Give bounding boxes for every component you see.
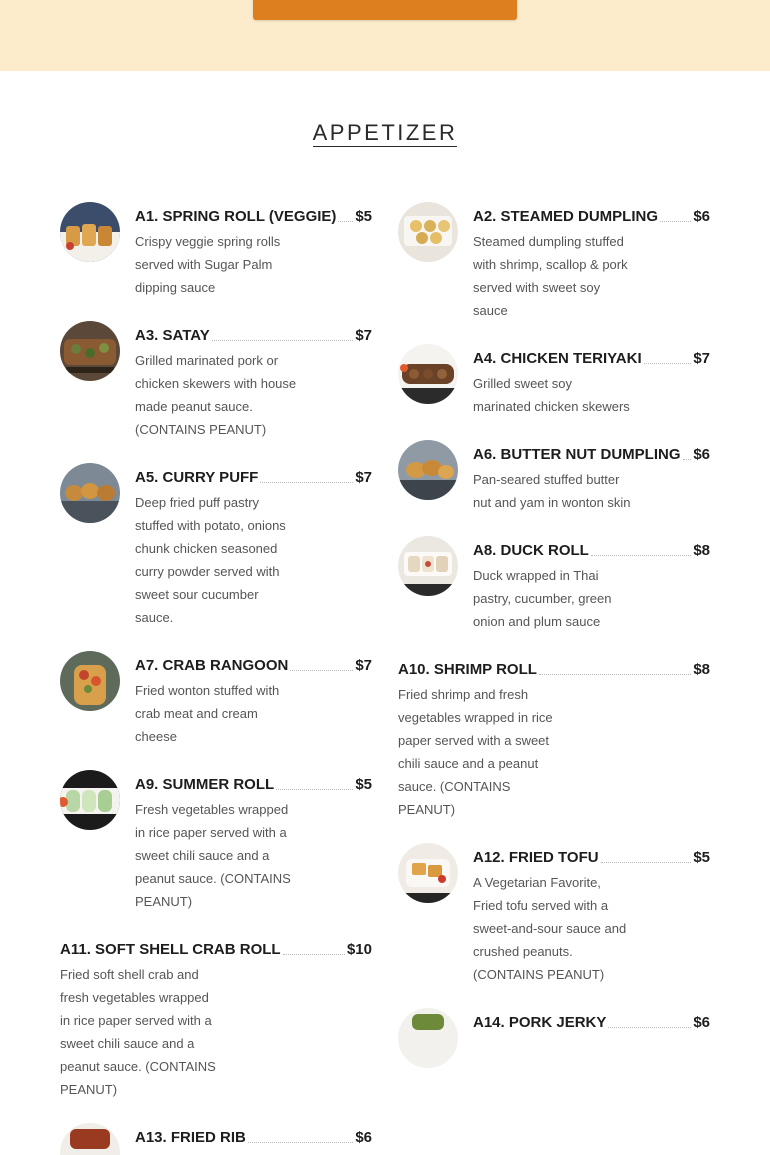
description-line: marinated chicken skewers bbox=[473, 399, 630, 414]
menu-item-body bbox=[473, 202, 710, 322]
menu-item-price: $7 bbox=[355, 657, 372, 674]
dotted-leader bbox=[660, 221, 691, 222]
menu-item-price: $7 bbox=[355, 327, 372, 344]
menu-item[interactable] bbox=[398, 440, 710, 514]
menu-item-body bbox=[135, 463, 372, 629]
description-line: nut and yam in wonton skin bbox=[473, 495, 631, 510]
description-line: paper served with a sweet bbox=[398, 733, 550, 748]
description-line: made peanut sauce. bbox=[135, 399, 253, 414]
menu-item-price: $7 bbox=[693, 350, 710, 367]
menu-item[interactable] bbox=[398, 536, 710, 633]
menu-item-name: A13. FRIED RIB bbox=[135, 1129, 246, 1146]
description-line: dipping sauce bbox=[135, 280, 216, 295]
menu-item-header bbox=[135, 1123, 372, 1147]
description-line: sweet sour cucumber bbox=[135, 587, 259, 602]
menu-item-price: $5 bbox=[355, 208, 372, 225]
menu-item[interactable] bbox=[60, 202, 372, 299]
dotted-leader bbox=[248, 1142, 353, 1143]
description-line: Fried shrimp and fresh bbox=[398, 687, 529, 702]
description-line: sweet chili sauce and a bbox=[135, 848, 270, 863]
dotted-leader bbox=[290, 670, 353, 671]
menu-item[interactable] bbox=[60, 1123, 372, 1147]
summer-roll-photo[interactable] bbox=[60, 770, 120, 830]
description-line: Pan-seared stuffed butter bbox=[473, 472, 620, 487]
menu-item[interactable] bbox=[60, 935, 372, 1101]
description-line: (CONTAINS PEANUT) bbox=[135, 422, 267, 437]
menu-item-header bbox=[473, 536, 710, 560]
menu-item-price: $6 bbox=[693, 446, 710, 463]
menu-item-body bbox=[135, 1123, 372, 1147]
menu-item-body bbox=[398, 655, 710, 821]
description-line: sauce. bbox=[135, 610, 174, 625]
menu-item-body bbox=[473, 843, 710, 986]
menu-item-price: $6 bbox=[693, 1014, 710, 1031]
menu-item-name: A9. SUMMER ROLL bbox=[135, 776, 275, 793]
menu-item-description bbox=[135, 230, 372, 299]
description-line: (CONTAINS PEANUT) bbox=[473, 967, 605, 982]
menu-item-description bbox=[473, 372, 710, 418]
menu-item-price: $5 bbox=[693, 849, 710, 866]
menu-item[interactable] bbox=[398, 843, 710, 986]
curry-puff-photo[interactable] bbox=[60, 463, 120, 523]
description-line: sauce. (CONTAINS bbox=[398, 779, 511, 794]
description-line: crushed peanuts. bbox=[473, 944, 573, 959]
menu-item-price: $6 bbox=[693, 208, 710, 225]
menu-item-name: A11. SOFT SHELL CRAB ROLL bbox=[60, 941, 281, 958]
menu-item-name: A10. SHRIMP ROLL bbox=[398, 661, 537, 678]
menu-item-header bbox=[473, 202, 710, 226]
description-line: in rice paper served with a bbox=[135, 825, 287, 840]
menu-item-price: $7 bbox=[355, 469, 372, 486]
description-line: Steamed dumpling stuffed bbox=[473, 234, 624, 249]
menu-item-price: $8 bbox=[693, 661, 710, 678]
dotted-leader bbox=[212, 340, 354, 341]
crab-rangoon-photo[interactable] bbox=[60, 651, 120, 711]
description-line: Duck wrapped in Thai bbox=[473, 568, 599, 583]
menu-item-price: $5 bbox=[355, 776, 372, 793]
description-line: Deep fried puff pastry bbox=[135, 495, 260, 510]
menu-item-header bbox=[473, 440, 710, 464]
description-line: Grilled sweet soy bbox=[473, 376, 572, 391]
description-line: Fresh vegetables wrapped bbox=[135, 802, 289, 817]
menu-item-header bbox=[135, 321, 372, 345]
menu-item-name: A12. FRIED TOFU bbox=[473, 849, 599, 866]
description-line: served with Sugar Palm bbox=[135, 257, 273, 272]
menu-item-body bbox=[60, 935, 372, 1101]
menu-item-description bbox=[135, 349, 372, 441]
menu-column-right bbox=[398, 202, 710, 1054]
menu-item-description bbox=[60, 963, 372, 1101]
dotted-leader bbox=[338, 221, 353, 222]
dotted-leader bbox=[276, 789, 353, 790]
spring-roll-photo[interactable] bbox=[60, 202, 120, 262]
menu-item[interactable] bbox=[60, 463, 372, 629]
description-line: vegetables wrapped in rice bbox=[398, 710, 553, 725]
menu-item-body bbox=[135, 770, 372, 913]
description-line: PEANUT) bbox=[398, 802, 456, 817]
menu-item[interactable] bbox=[398, 202, 710, 322]
menu-item-body bbox=[473, 536, 710, 633]
dotted-leader bbox=[539, 674, 691, 675]
description-line: pastry, cucumber, green bbox=[473, 591, 612, 606]
menu-item-header bbox=[398, 655, 710, 679]
menu-item-header bbox=[135, 770, 372, 794]
menu-item-name: A1. SPRING ROLL (VEGGIE) bbox=[135, 208, 337, 225]
menu-item-header bbox=[60, 935, 372, 959]
fried-tofu-photo[interactable] bbox=[398, 843, 458, 903]
menu-item-description bbox=[135, 798, 372, 913]
dotted-leader bbox=[601, 862, 692, 863]
menu-item-description bbox=[135, 491, 372, 629]
butter-nut-dumpling-photo[interactable] bbox=[398, 440, 458, 500]
menu-item[interactable] bbox=[398, 1008, 710, 1032]
menu-item[interactable] bbox=[60, 770, 372, 913]
menu-item-name: A14. PORK JERKY bbox=[473, 1014, 607, 1031]
menu-item-name: A5. CURRY PUFF bbox=[135, 469, 259, 486]
menu-item-body bbox=[473, 344, 710, 418]
description-line: sweet-and-sour sauce and bbox=[473, 921, 627, 936]
menu-item-body bbox=[135, 321, 372, 441]
dotted-leader bbox=[260, 482, 353, 483]
section-title: APPETIZER bbox=[312, 120, 458, 145]
description-line: peanut sauce. (CONTAINS bbox=[135, 871, 291, 886]
description-line: cheese bbox=[135, 729, 177, 744]
hero-band bbox=[0, 0, 770, 71]
description-line: chunk chicken seasoned bbox=[135, 541, 278, 556]
description-line: Crispy veggie spring rolls bbox=[135, 234, 281, 249]
menu-item-body bbox=[135, 202, 372, 299]
menu-item-header bbox=[473, 1008, 710, 1032]
dotted-leader bbox=[608, 1027, 691, 1028]
menu-item[interactable] bbox=[398, 344, 710, 418]
menu-item-header bbox=[135, 463, 372, 487]
menu-item-name: A2. STEAMED DUMPLING bbox=[473, 208, 659, 225]
description-line: sweet chili sauce and a bbox=[60, 1036, 195, 1051]
menu-item-body bbox=[473, 440, 710, 514]
steamed-dumpling-photo[interactable] bbox=[398, 202, 458, 262]
description-line: A Vegetarian Favorite, bbox=[473, 875, 601, 890]
menu-item-description bbox=[473, 468, 710, 514]
menu-item-header bbox=[473, 344, 710, 368]
menu-item-price: $10 bbox=[346, 941, 372, 958]
description-line: served with sweet soy bbox=[473, 280, 601, 295]
description-line: in rice paper served with a bbox=[60, 1013, 212, 1028]
satay-photo[interactable] bbox=[60, 321, 120, 381]
menu-item-description bbox=[473, 230, 710, 322]
menu-item[interactable] bbox=[60, 651, 372, 748]
description-line: peanut sauce. (CONTAINS bbox=[60, 1059, 216, 1074]
menu-item-name: A3. SATAY bbox=[135, 327, 210, 344]
menu-item-header bbox=[135, 651, 372, 675]
dotted-leader bbox=[644, 363, 692, 364]
menu-item-description bbox=[473, 564, 710, 633]
menu-item-header bbox=[135, 202, 372, 226]
description-line: PEANUT) bbox=[60, 1082, 118, 1097]
menu-item-name: A7. CRAB RANGOON bbox=[135, 657, 289, 674]
menu-item-name: A6. BUTTER NUT DUMPLING bbox=[473, 446, 681, 463]
dotted-leader bbox=[591, 555, 691, 556]
description-line: Grilled marinated pork or bbox=[135, 353, 279, 368]
menu-item-header bbox=[473, 843, 710, 867]
menu-item-description bbox=[135, 679, 372, 748]
description-line: curry powder served with bbox=[135, 564, 280, 579]
menu-item-description bbox=[473, 871, 710, 986]
menu-item-name: A8. DUCK ROLL bbox=[473, 542, 589, 559]
menu-item-description bbox=[398, 683, 710, 821]
duck-roll-photo[interactable] bbox=[398, 536, 458, 596]
menu-item-body bbox=[473, 1008, 710, 1032]
menu-item-name: A4. CHICKEN TERIYAKI bbox=[473, 350, 642, 367]
description-line: Fried soft shell crab and bbox=[60, 967, 199, 982]
menu-item-body bbox=[135, 651, 372, 748]
menu-item[interactable] bbox=[398, 655, 710, 821]
dotted-leader bbox=[283, 954, 345, 955]
description-line: PEANUT) bbox=[135, 894, 193, 909]
menu-item[interactable] bbox=[60, 321, 372, 441]
pork-jerky-photo[interactable] bbox=[398, 1008, 458, 1068]
chicken-teriyaki-photo[interactable] bbox=[398, 344, 458, 404]
description-line: onion and plum sauce bbox=[473, 614, 601, 629]
menu-column-left bbox=[60, 202, 372, 1155]
description-line: stuffed with potato, onions bbox=[135, 518, 286, 533]
description-line: with shrimp, scallop & pork bbox=[473, 257, 628, 272]
menu-item-price: $6 bbox=[355, 1129, 372, 1146]
order-online-button[interactable] bbox=[253, 0, 517, 20]
description-line: sauce bbox=[473, 303, 508, 318]
description-line: chicken skewers with house bbox=[135, 376, 297, 391]
description-line: Fried tofu served with a bbox=[473, 898, 609, 913]
description-line: crab meat and cream bbox=[135, 706, 258, 721]
description-line: chili sauce and a peanut bbox=[398, 756, 539, 771]
fried-rib-photo[interactable] bbox=[60, 1123, 120, 1155]
menu-item-price: $8 bbox=[693, 542, 710, 559]
section-heading bbox=[0, 120, 770, 147]
description-line: fresh vegetables wrapped bbox=[60, 990, 209, 1005]
dotted-leader bbox=[683, 459, 692, 460]
description-line: Fried wonton stuffed with bbox=[135, 683, 280, 698]
